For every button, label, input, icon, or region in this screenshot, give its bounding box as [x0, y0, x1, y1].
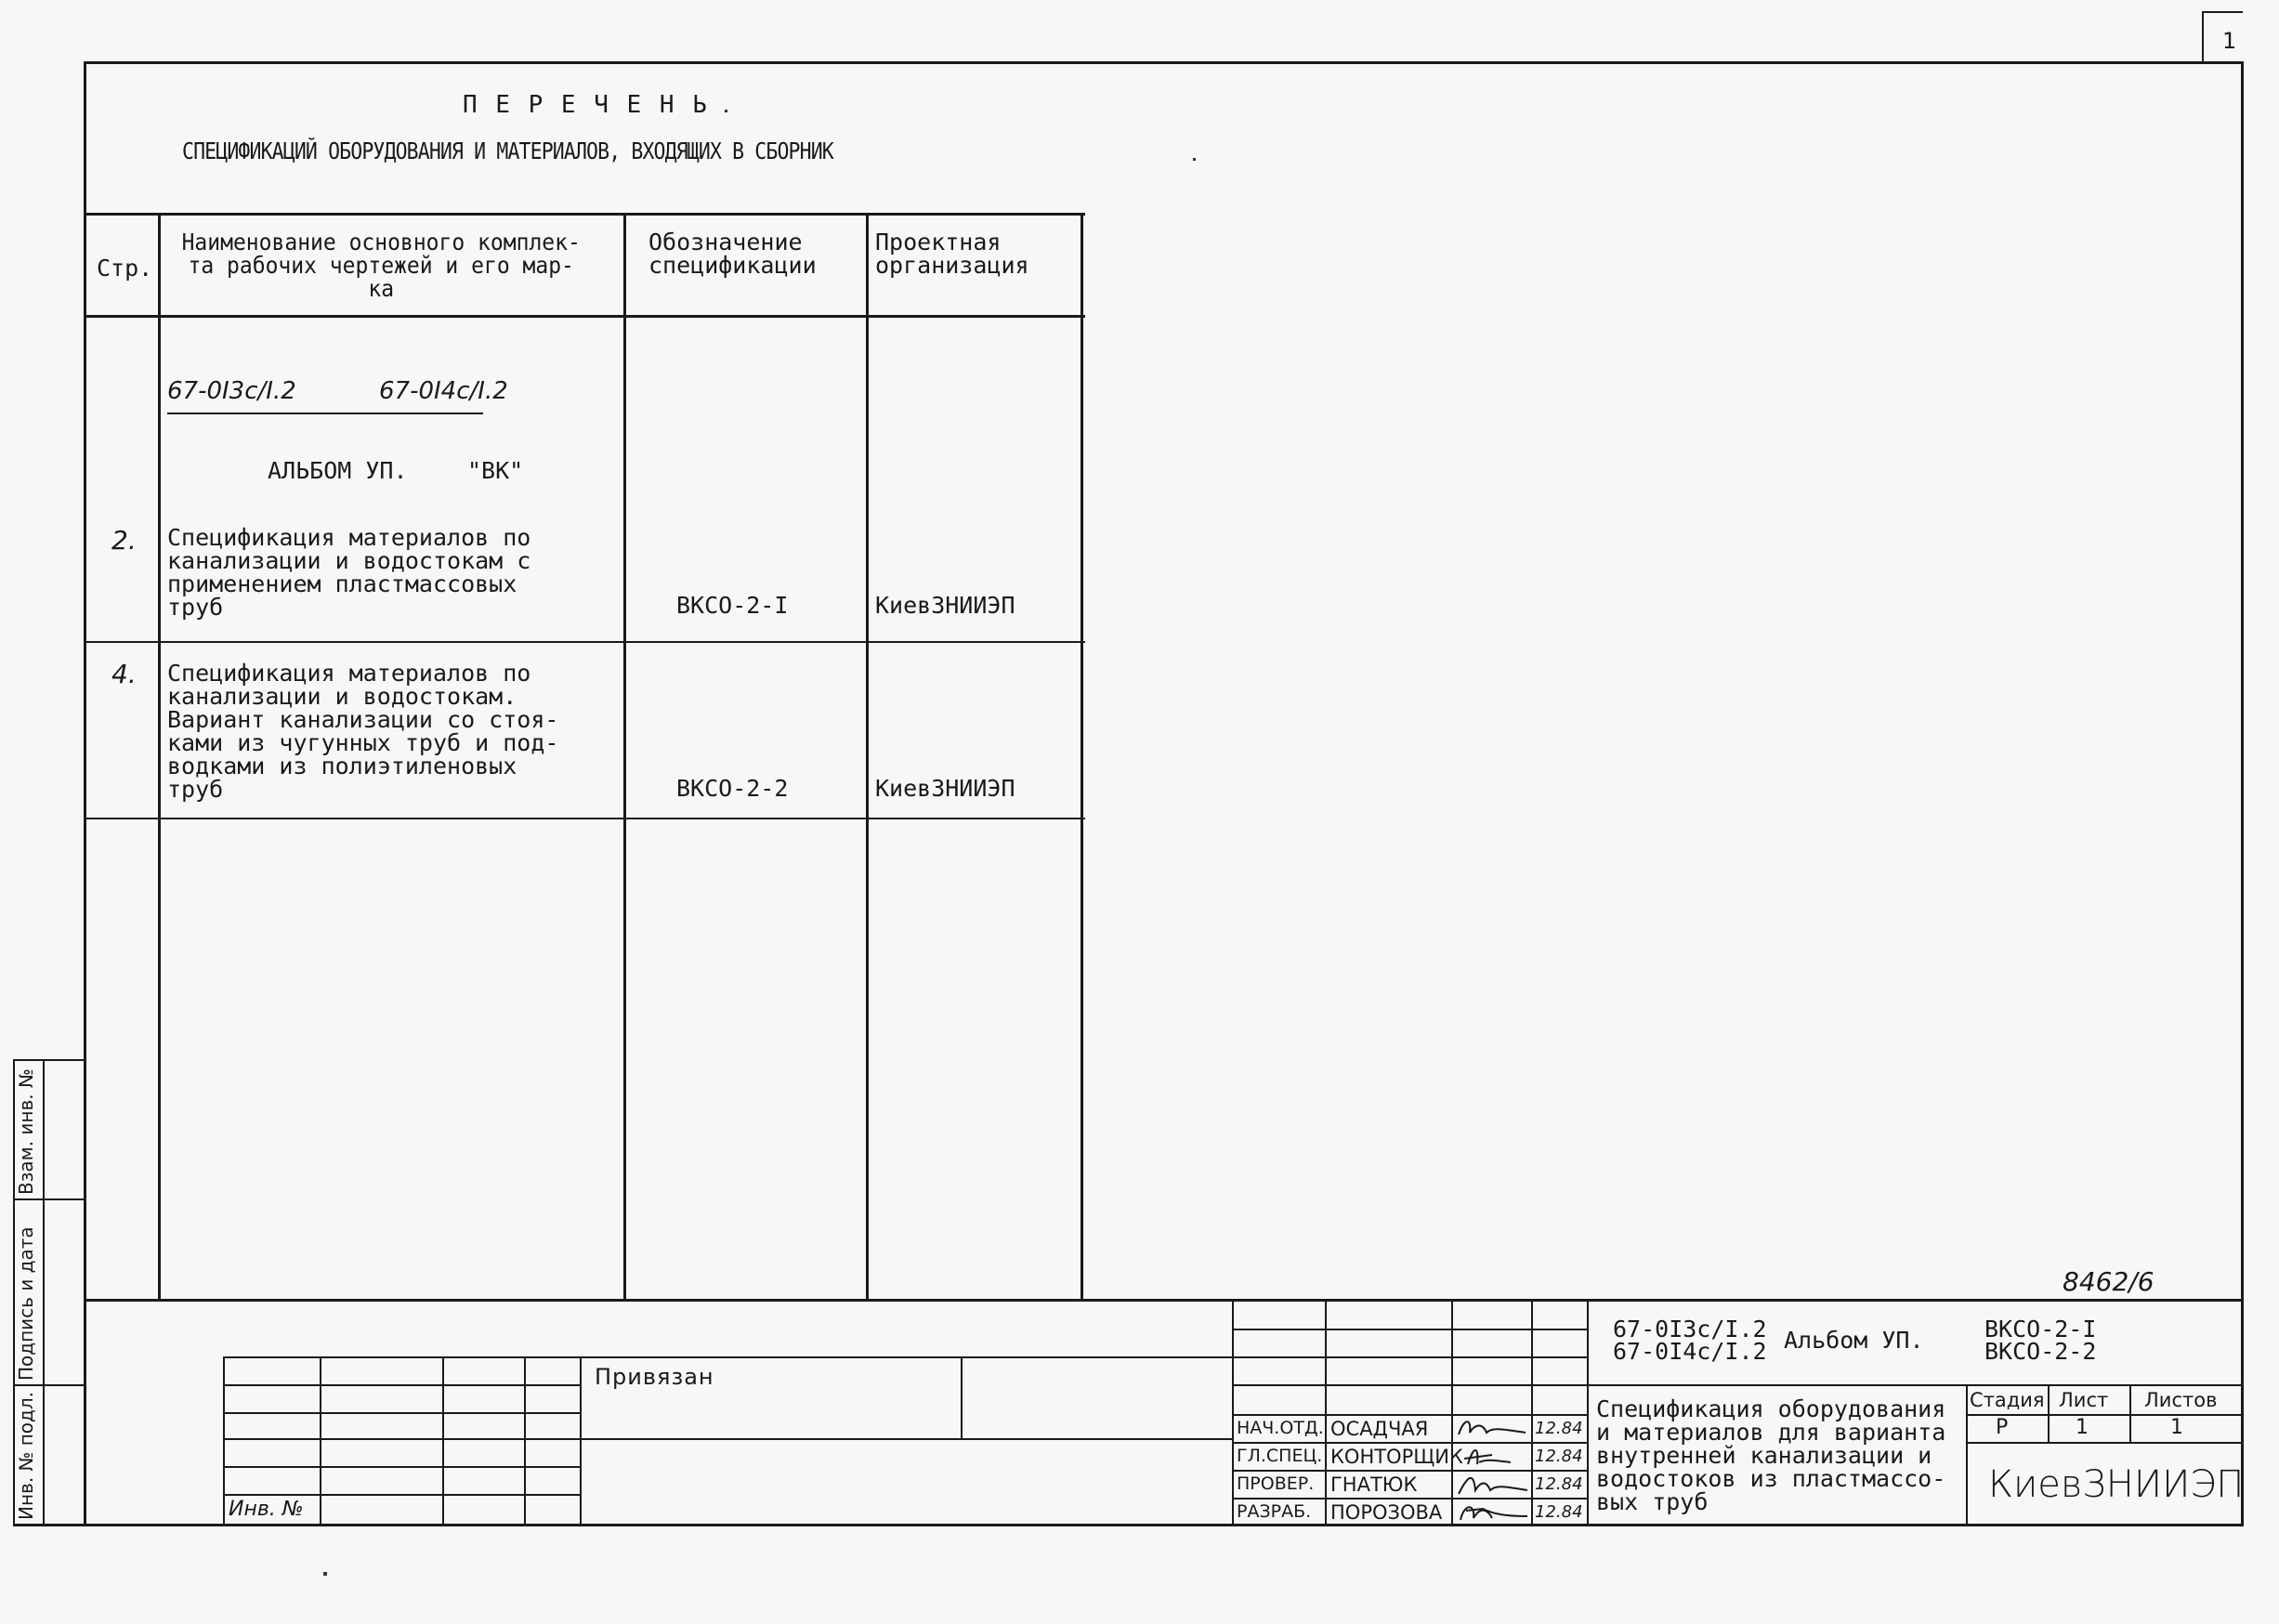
- tb-grid-r2: [1232, 1356, 1589, 1358]
- archive-number: 8462/6: [2063, 1266, 2155, 1297]
- tb-sheets-value: 1: [2170, 1416, 2183, 1439]
- row1-designation: ВКСО-2-I: [676, 592, 789, 619]
- tb-sheet-value: 1: [2076, 1416, 2089, 1439]
- tb-col-sign: [1451, 1299, 1453, 1526]
- group-section: "ВК": [467, 457, 524, 484]
- table-top-line: [84, 213, 1085, 216]
- side-stamp-div2: [13, 1384, 85, 1386]
- tb-grid-r1: [1232, 1329, 1589, 1330]
- tb-album: Альбом УП.: [1784, 1327, 1924, 1354]
- sheet-number: 1: [2222, 28, 2237, 54]
- signer4-name: ПОРОЗОВА: [1330, 1501, 1443, 1524]
- tb-grid-r5: [1232, 1442, 1589, 1444]
- tb-col-date: [1531, 1299, 1533, 1526]
- header-name: Наименование основного комплек- та рабочих чертежей и его мар- ка: [181, 229, 581, 302]
- header-organization: Проектная организация: [875, 229, 1029, 279]
- binding-v1: [223, 1356, 225, 1526]
- binding-v4: [524, 1356, 526, 1526]
- tb-grid-r7: [1232, 1498, 1589, 1500]
- tb-col-name: [1325, 1299, 1327, 1526]
- sheetno-box-top: [2202, 11, 2243, 13]
- group-mark-underline: [167, 413, 483, 414]
- side-stamp-div1: [13, 1198, 85, 1200]
- header-designation: Обозначение спецификации: [648, 229, 817, 279]
- header-page: Стр.: [97, 255, 153, 282]
- group-mark-1: 67-0I3с/I.2: [167, 377, 296, 405]
- row2-designation: ВКСО-2-2: [676, 775, 789, 802]
- table-col3-line: [866, 213, 869, 1301]
- row2-organization: КиевЗНИИЭП: [875, 775, 1015, 802]
- signature-3: [1455, 1470, 1529, 1498]
- binding-v3: [442, 1356, 444, 1526]
- tb-stage-value: Р: [1996, 1416, 2009, 1439]
- speck-3: [323, 1572, 327, 1576]
- tb-description: Спецификация оборудования и материалов для варианта внутренней канализации и водостоков из пластмассо- вых труб: [1596, 1395, 1946, 1515]
- signer1-role: НАЧ.ОТД.: [1237, 1418, 1324, 1438]
- side-inv-podl: Инв. № подл.: [15, 1392, 37, 1520]
- side-stamp-mid: [43, 1059, 45, 1526]
- row1-organization: КиевЗНИИЭП: [875, 592, 1015, 619]
- table-right-line: [1081, 213, 1083, 1301]
- table-col1-line: [158, 213, 161, 1301]
- doc-title: П Е Р Е Ч Е Н Ь: [463, 91, 709, 119]
- binding-v6: [961, 1356, 963, 1440]
- binding-row3: [223, 1438, 1232, 1440]
- binding-row4: [223, 1466, 580, 1468]
- group-album: АЛЬБОМ УП.: [268, 457, 408, 484]
- signature-1: [1455, 1414, 1529, 1442]
- binding-inv-label: Инв. №: [229, 1498, 304, 1521]
- doc-subtitle: СПЕЦИФИКАЦИЙ ОБОРУДОВАНИЯ И МАТЕРИАЛОВ, ВХОДЯЩИХ В СБОРНИК: [182, 138, 833, 164]
- row1-page: 2.: [111, 525, 137, 556]
- signature-4: [1455, 1498, 1529, 1526]
- tb-top: [1232, 1299, 2244, 1302]
- binding-v5: [580, 1356, 582, 1526]
- frame-top: [84, 61, 2244, 64]
- tb-sheets-label: Листов: [2144, 1389, 2218, 1411]
- signer1-name: ОСАДЧАЯ: [1330, 1418, 1429, 1440]
- binding-label: Привязан: [595, 1364, 714, 1390]
- table-header-line: [84, 315, 1085, 318]
- signer2-name: КОНТОРЩИК: [1330, 1446, 1463, 1468]
- tb-col-sheets: [2129, 1384, 2131, 1442]
- signature-2: [1455, 1442, 1529, 1470]
- signer4-date: 12.84: [1535, 1502, 1583, 1522]
- signer2-role: ГЛ.СПЕЦ.: [1237, 1446, 1323, 1466]
- signer3-name: ГНАТЮК: [1330, 1473, 1418, 1496]
- table-row2-line: [84, 818, 1085, 819]
- tb-code-right-1: ВКСО-2-I: [1984, 1316, 2097, 1342]
- tb-col-main: [1587, 1299, 1589, 1526]
- table-col2-line: [623, 213, 626, 1301]
- speck-1: [725, 110, 727, 112]
- tb-organization: КиевЗНИИЭП: [1988, 1463, 2245, 1506]
- signer3-date: 12.84: [1535, 1474, 1583, 1494]
- frame-left: [84, 61, 86, 1526]
- row1-name: Спецификация материалов по канализации и водостокам с применением пластмассовых труб: [167, 524, 531, 621]
- tb-col-stage: [1966, 1384, 1968, 1526]
- tb-code-left-1: 67-0I3с/I.2: [1613, 1316, 1767, 1342]
- row2-page: 4.: [111, 659, 137, 689]
- binding-row1: [223, 1384, 580, 1386]
- binding-top: [223, 1356, 1232, 1358]
- signer2-date: 12.84: [1535, 1447, 1583, 1466]
- tb-stage-bottom: [1966, 1442, 2244, 1444]
- row2-name: Спецификация материалов по канализации и водостокам. Вариант канализации со стоя- ками из чугунных труб и под- водками из полиэтиленовых труб: [167, 660, 559, 803]
- sheetno-box-left: [2202, 11, 2204, 63]
- side-stamp-top: [13, 1059, 85, 1061]
- speck-2: [1193, 158, 1196, 161]
- binding-v2: [320, 1356, 321, 1526]
- tb-left: [1232, 1299, 1234, 1526]
- binding-row5: [223, 1494, 580, 1496]
- signer1-date: 12.84: [1535, 1419, 1583, 1438]
- signer4-role: РАЗРАБ.: [1237, 1501, 1312, 1522]
- group-mark-2: 67-0I4с/I.2: [379, 377, 508, 405]
- tb-grid-r3: [1232, 1384, 2244, 1386]
- tb-sheet-label: Лист: [2059, 1389, 2109, 1411]
- frame-bottom: [13, 1524, 2244, 1526]
- tb-col-sheet: [2048, 1384, 2050, 1442]
- side-vzam-inv: Взам. инв. №: [15, 1068, 37, 1195]
- frame-right: [2241, 61, 2244, 1526]
- signer3-role: ПРОВЕР.: [1237, 1473, 1315, 1494]
- tb-code-left-2: 67-0I4с/I.2: [1613, 1338, 1767, 1365]
- tb-stage-label: Стадия: [1970, 1389, 2045, 1411]
- tb-code-right-2: ВКСО-2-2: [1984, 1338, 2097, 1365]
- tb-grid-r4: [1232, 1414, 1589, 1416]
- binding-row2: [223, 1412, 580, 1414]
- table-row1-line: [84, 641, 1085, 643]
- side-sign-date: Подпись и дата: [15, 1226, 37, 1381]
- tb-grid-r6: [1232, 1470, 1589, 1472]
